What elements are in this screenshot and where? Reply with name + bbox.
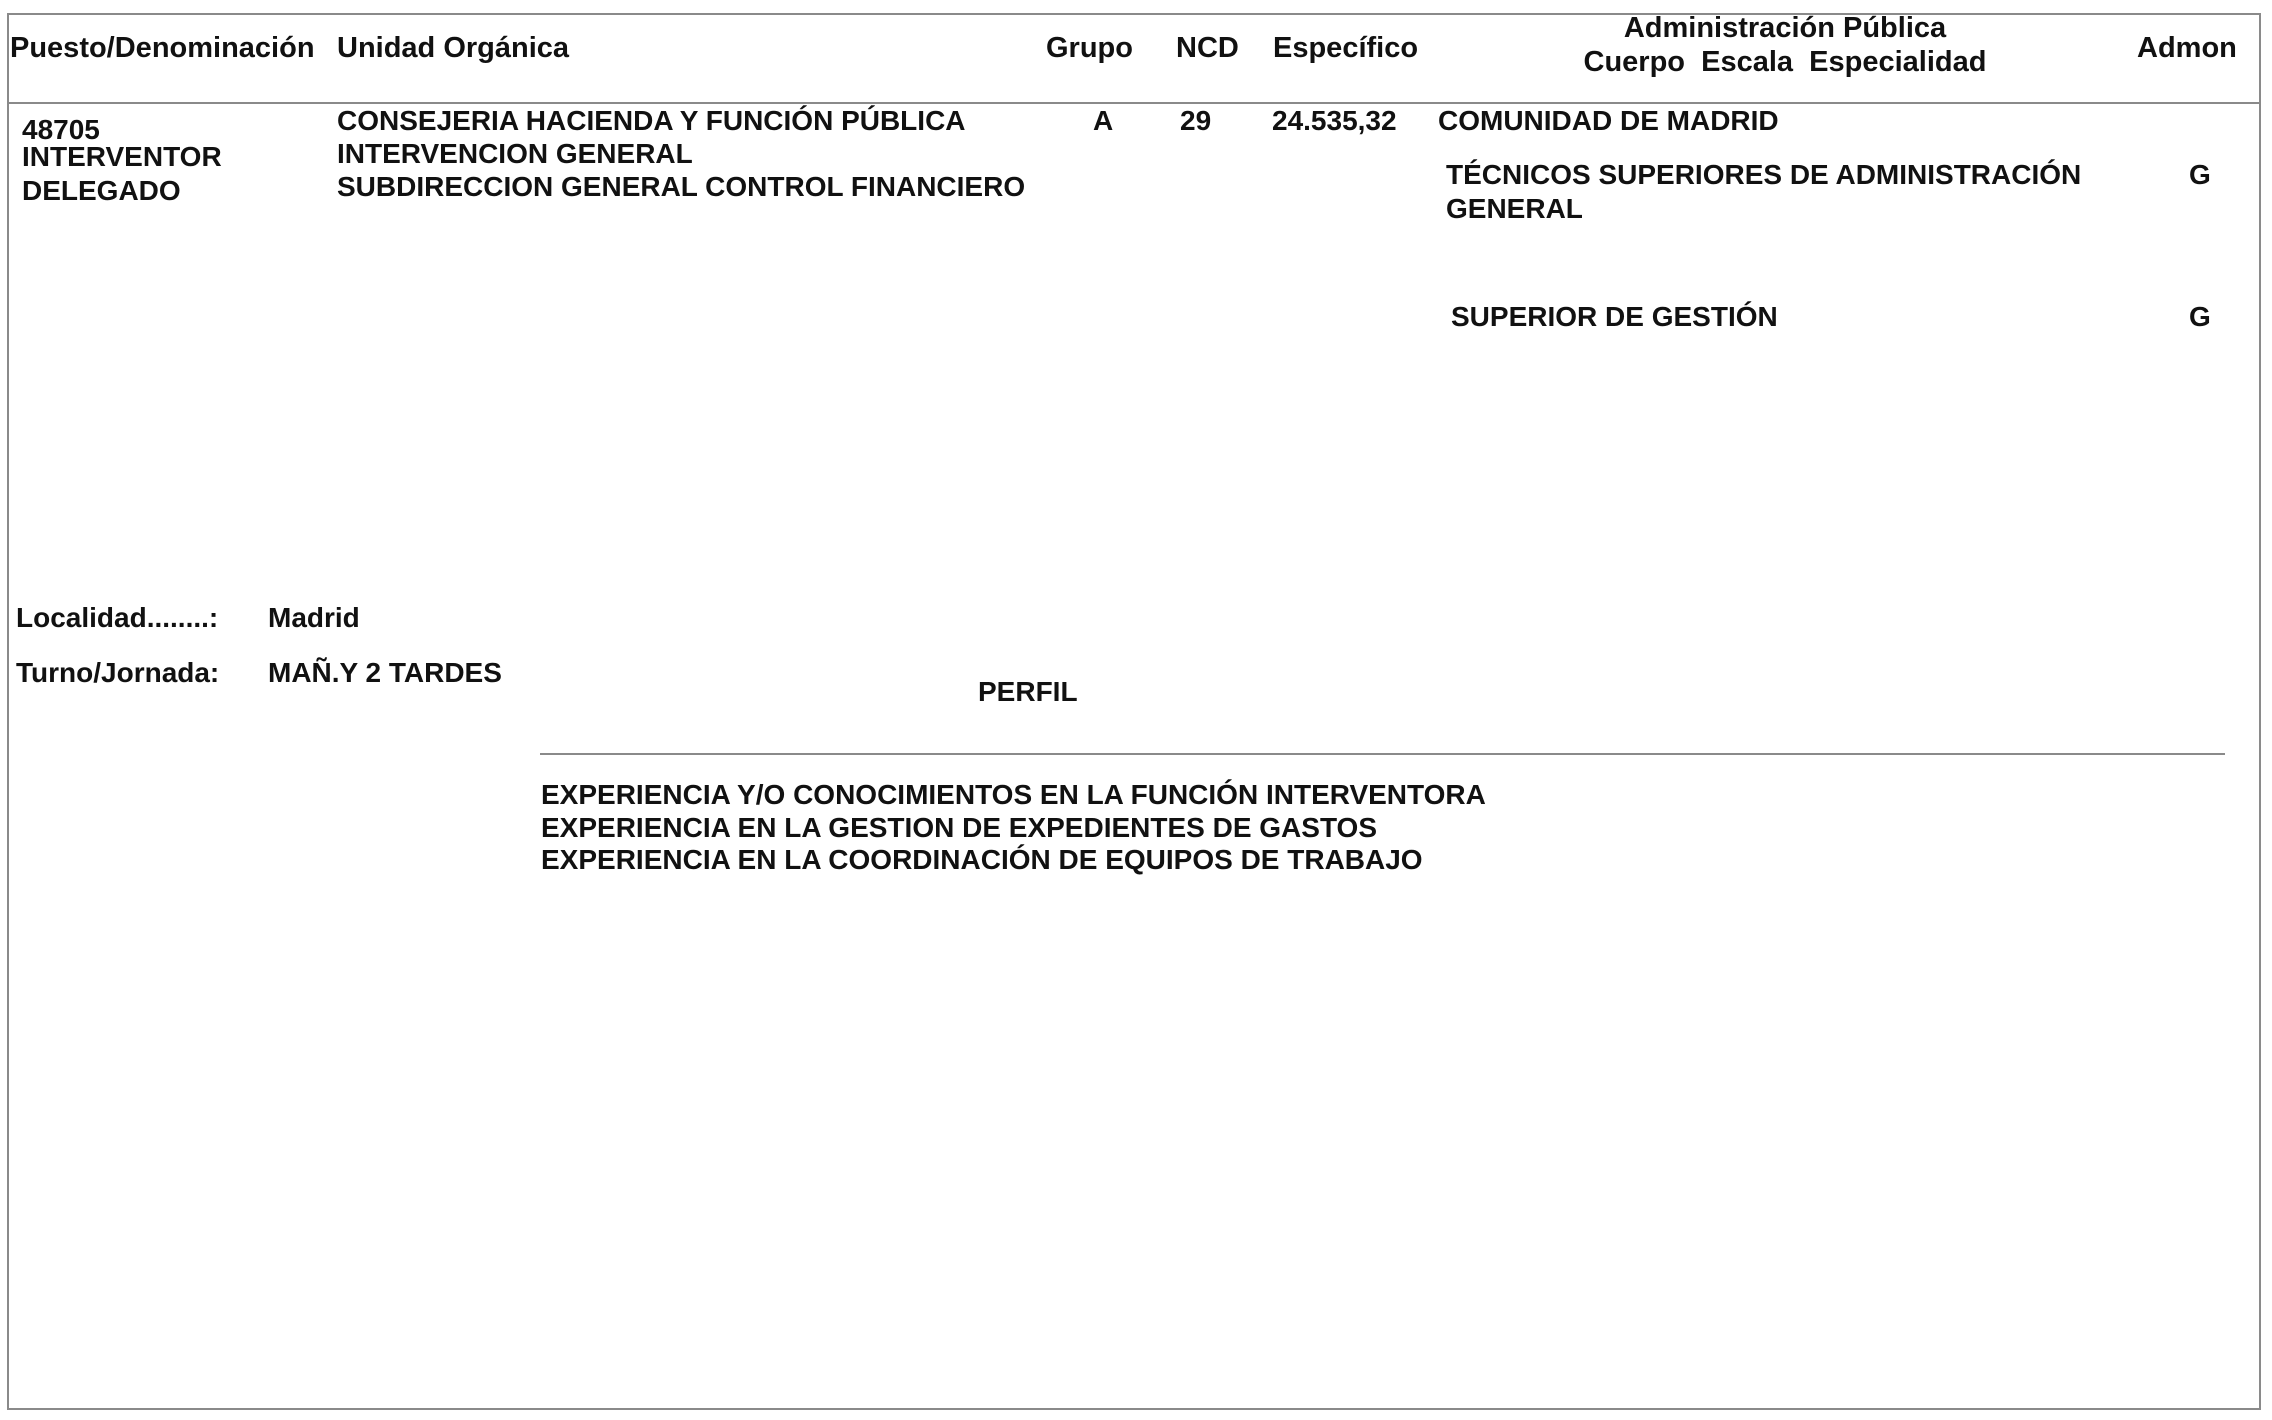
header-admon: Admon xyxy=(2137,32,2237,64)
header-admin-publica: Administración Pública xyxy=(1623,12,1947,44)
puesto-codigo: 48705 xyxy=(22,114,100,145)
header-cuerpo-escala: Cuerpo Escala Especialidad xyxy=(1583,46,1987,78)
perfil-title: PERFIL xyxy=(978,676,1078,707)
header-ncd: NCD xyxy=(1176,32,1239,64)
cuerpo-2-admon: G xyxy=(2189,301,2211,332)
cuerpo-2-line1: SUPERIOR DE GESTIÓN xyxy=(1451,301,1778,332)
header-especifico: Específico xyxy=(1273,32,1419,64)
header-grupo: Grupo xyxy=(1046,32,1133,64)
header-unidad: Unidad Orgánica xyxy=(337,32,570,64)
header-puesto: Puesto/Denominación xyxy=(10,32,315,64)
document-frame xyxy=(7,13,2261,1410)
perfil-line-1: EXPERIENCIA Y/O CONOCIMIENTOS EN LA FUNCIÓN INTERVENTORA xyxy=(541,779,1486,810)
perfil-line-2: EXPERIENCIA EN LA GESTION DE EXPEDIENTES DE GASTOS xyxy=(541,812,1378,843)
perfil-divider xyxy=(540,753,2225,755)
unidad-line3: SUBDIRECCION GENERAL CONTROL FINANCIERO xyxy=(337,171,1026,202)
puesto-denominacion-line1: INTERVENTOR xyxy=(22,141,222,172)
localidad-value: Madrid xyxy=(268,602,360,633)
cuerpo-1-line1: TÉCNICOS SUPERIORES DE ADMINISTRACIÓN xyxy=(1446,159,2082,190)
puesto-denominacion-line2: DELEGADO xyxy=(22,175,181,206)
turno-label: Turno/Jornada: xyxy=(16,657,220,688)
ncd-value: 29 xyxy=(1180,105,1212,136)
turno-value: MAÑ.Y 2 TARDES xyxy=(268,657,502,688)
unidad-line1: CONSEJERIA HACIENDA Y FUNCIÓN PÚBLICA xyxy=(337,105,966,136)
administracion-value: COMUNIDAD DE MADRID xyxy=(1438,105,1779,136)
grupo-value: A xyxy=(1093,105,1114,136)
perfil-line-3: EXPERIENCIA EN LA COORDINACIÓN DE EQUIPOS DE TRABAJO xyxy=(541,844,1423,875)
unidad-line2: INTERVENCION GENERAL xyxy=(337,138,693,169)
cuerpo-1-line2: GENERAL xyxy=(1446,193,1583,224)
localidad-label: Localidad........: xyxy=(16,602,219,633)
cuerpo-1-admon: G xyxy=(2189,159,2211,190)
especifico-value: 24.535,32 xyxy=(1272,105,1397,136)
